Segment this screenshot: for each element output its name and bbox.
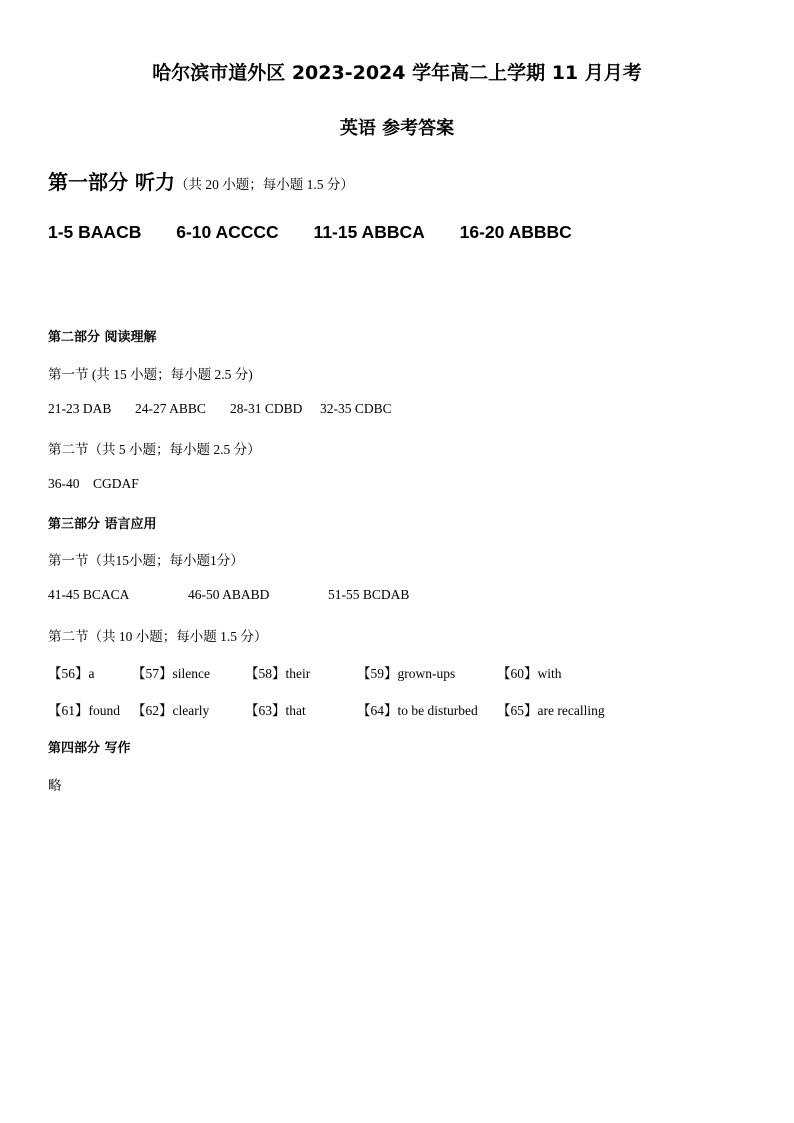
answer-group: 46-50 ABABD	[188, 587, 270, 602]
blank-answer: 【57】silence	[132, 666, 210, 681]
answer-group: 41-45 BCACA	[48, 587, 130, 602]
part1-heading: 第一部分 听力	[48, 170, 175, 194]
answer-group: 1-5 BAACB	[48, 222, 142, 242]
part2-section2-heading: 第二节（共 5 小题；每小题 2.5 分）	[48, 442, 261, 457]
answer-group: 21-23 DAB	[48, 401, 112, 416]
blank-answer: 【60】with	[497, 666, 562, 681]
blank-answer: 【62】clearly	[132, 703, 210, 718]
part1-note: （共 20 小题；每小题 1.5 分）	[174, 177, 354, 192]
part2-heading: 第二部分 阅读理解	[48, 330, 157, 345]
part4-content: 略	[48, 778, 62, 793]
answer-group: 36-40 CGDAF	[48, 476, 139, 491]
blank-answer: 【56】a	[48, 666, 95, 681]
document-title: 哈尔滨市道外区 2023-2024 学年高二上学期 11 月月考	[152, 62, 642, 84]
answer-group: 16-20 ABBBC	[459, 222, 572, 242]
part3-heading: 第三部分 语言应用	[48, 517, 157, 532]
answer-group: 28-31 CDBD	[230, 401, 303, 416]
blank-answer: 【61】found	[48, 703, 120, 718]
document-subtitle: 英语 参考答案	[339, 118, 455, 139]
part1-answers	[48, 222, 602, 243]
answer-group: 32-35 CDBC	[320, 401, 392, 416]
blank-answer: 【58】their	[245, 666, 311, 681]
blank-answer: 【65】are recalling	[497, 703, 605, 718]
blank-answer: 【59】grown-ups	[357, 666, 456, 681]
part3-section1-heading: 第一节（共15小题；每小题1分）	[48, 553, 244, 568]
answer-group: 11-15 ABBCA	[313, 222, 425, 242]
part3-section2-heading: 第二节（共 10 小题；每小题 1.5 分）	[48, 629, 268, 644]
answer-group: 6-10 ACCCC	[176, 222, 279, 242]
part4-heading: 第四部分 写作	[48, 741, 131, 756]
blank-answer: 【64】to be disturbed	[357, 703, 478, 718]
answer-group: 51-55 BCDAB	[328, 587, 410, 602]
blank-answer: 【63】that	[245, 703, 306, 718]
part2-section1-heading: 第一节 (共 15 小题；每小题 2.5 分)	[48, 367, 253, 382]
part1-heading-row	[48, 166, 354, 195]
answer-group: 24-27 ABBC	[135, 401, 206, 416]
